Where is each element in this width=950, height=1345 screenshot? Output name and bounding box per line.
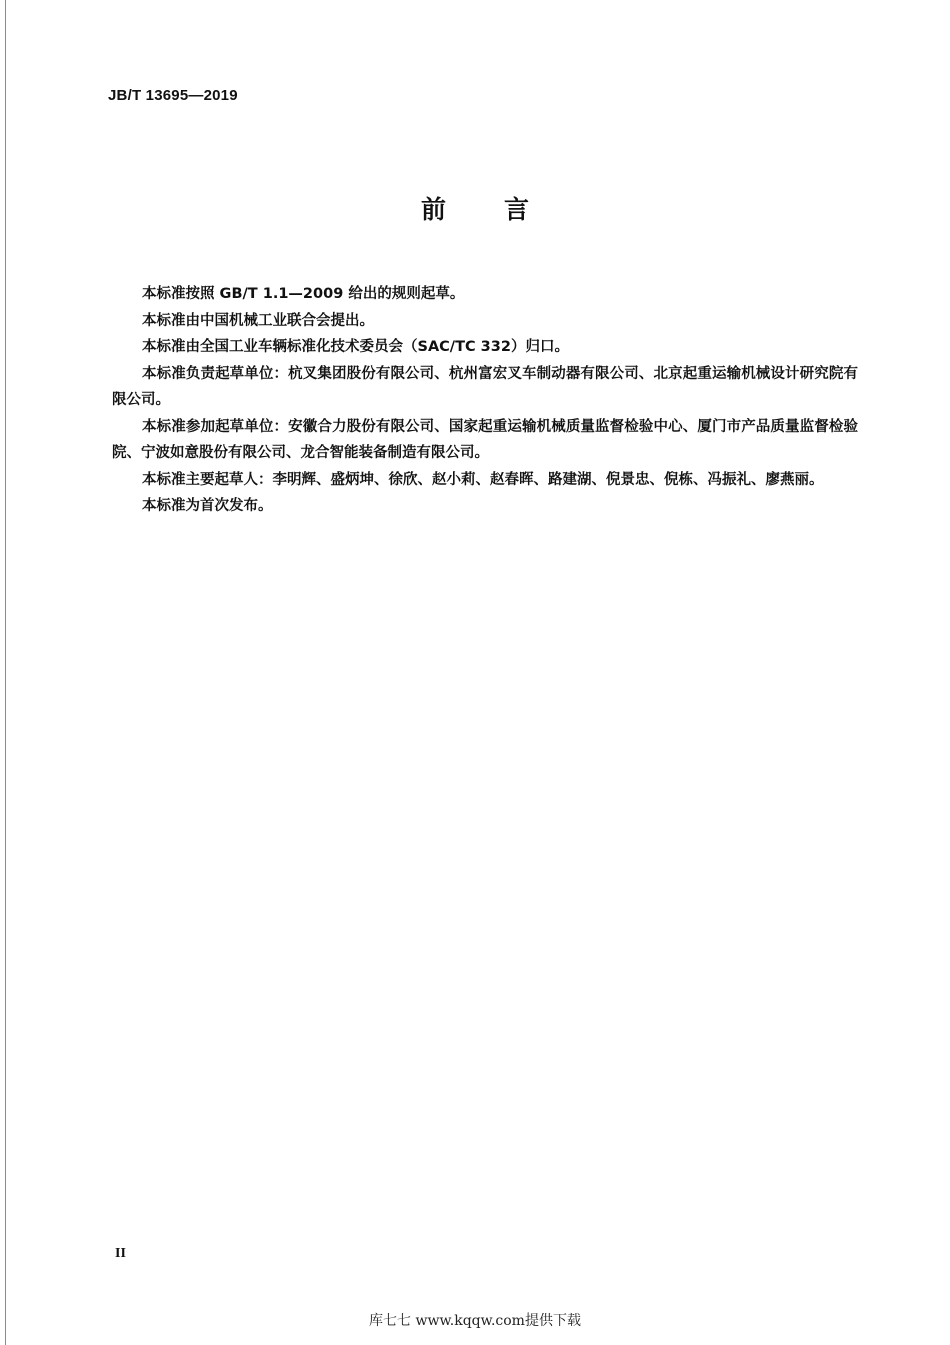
foreword-body <box>112 281 858 520</box>
page-number: II <box>115 1246 126 1261</box>
title-char-1: 前 <box>420 195 446 224</box>
paragraph-principal-authors: 本标准主要起草人：李明辉、盛炳坤、徐欣、赵小莉、赵春晖、路建湖、倪景忠、倪栋、冯振礼、廖燕丽。 <box>142 471 824 488</box>
title-char-2: 言 <box>504 195 530 224</box>
paragraph-main-drafters: 本标准负责起草单位：杭叉集团股份有限公司、杭州富宏叉车制动器有限公司、北京起重运输机械设计研究院有限公司。 <box>112 365 858 408</box>
paragraph-proposed-by: 本标准由中国机械工业联合会提出。 <box>142 312 374 329</box>
paragraph-participating-drafters: 本标准参加起草单位：安徽合力股份有限公司、国家起重运输机械质量监督检验中心、厦门市产品质量监督检验院、宁波如意股份有限公司、龙合智能装备制造有限公司。 <box>112 418 858 461</box>
paragraph-first-release: 本标准为首次发布。 <box>142 498 273 514</box>
paragraph-drafting-rules: 本标准按照 GB/T 1.1—2009 给出的规则起草。 <box>142 286 465 302</box>
standard-code-header: JB/T 13695—2019 <box>108 87 238 104</box>
paragraph-under-jurisdiction: 本标准由全国工业车辆标准化技术委员会（SAC/TC 332）归口。 <box>142 339 569 355</box>
download-footer: 库七七 www.kqqw.com提供下载 <box>369 1313 581 1329</box>
page-title <box>0 190 950 226</box>
